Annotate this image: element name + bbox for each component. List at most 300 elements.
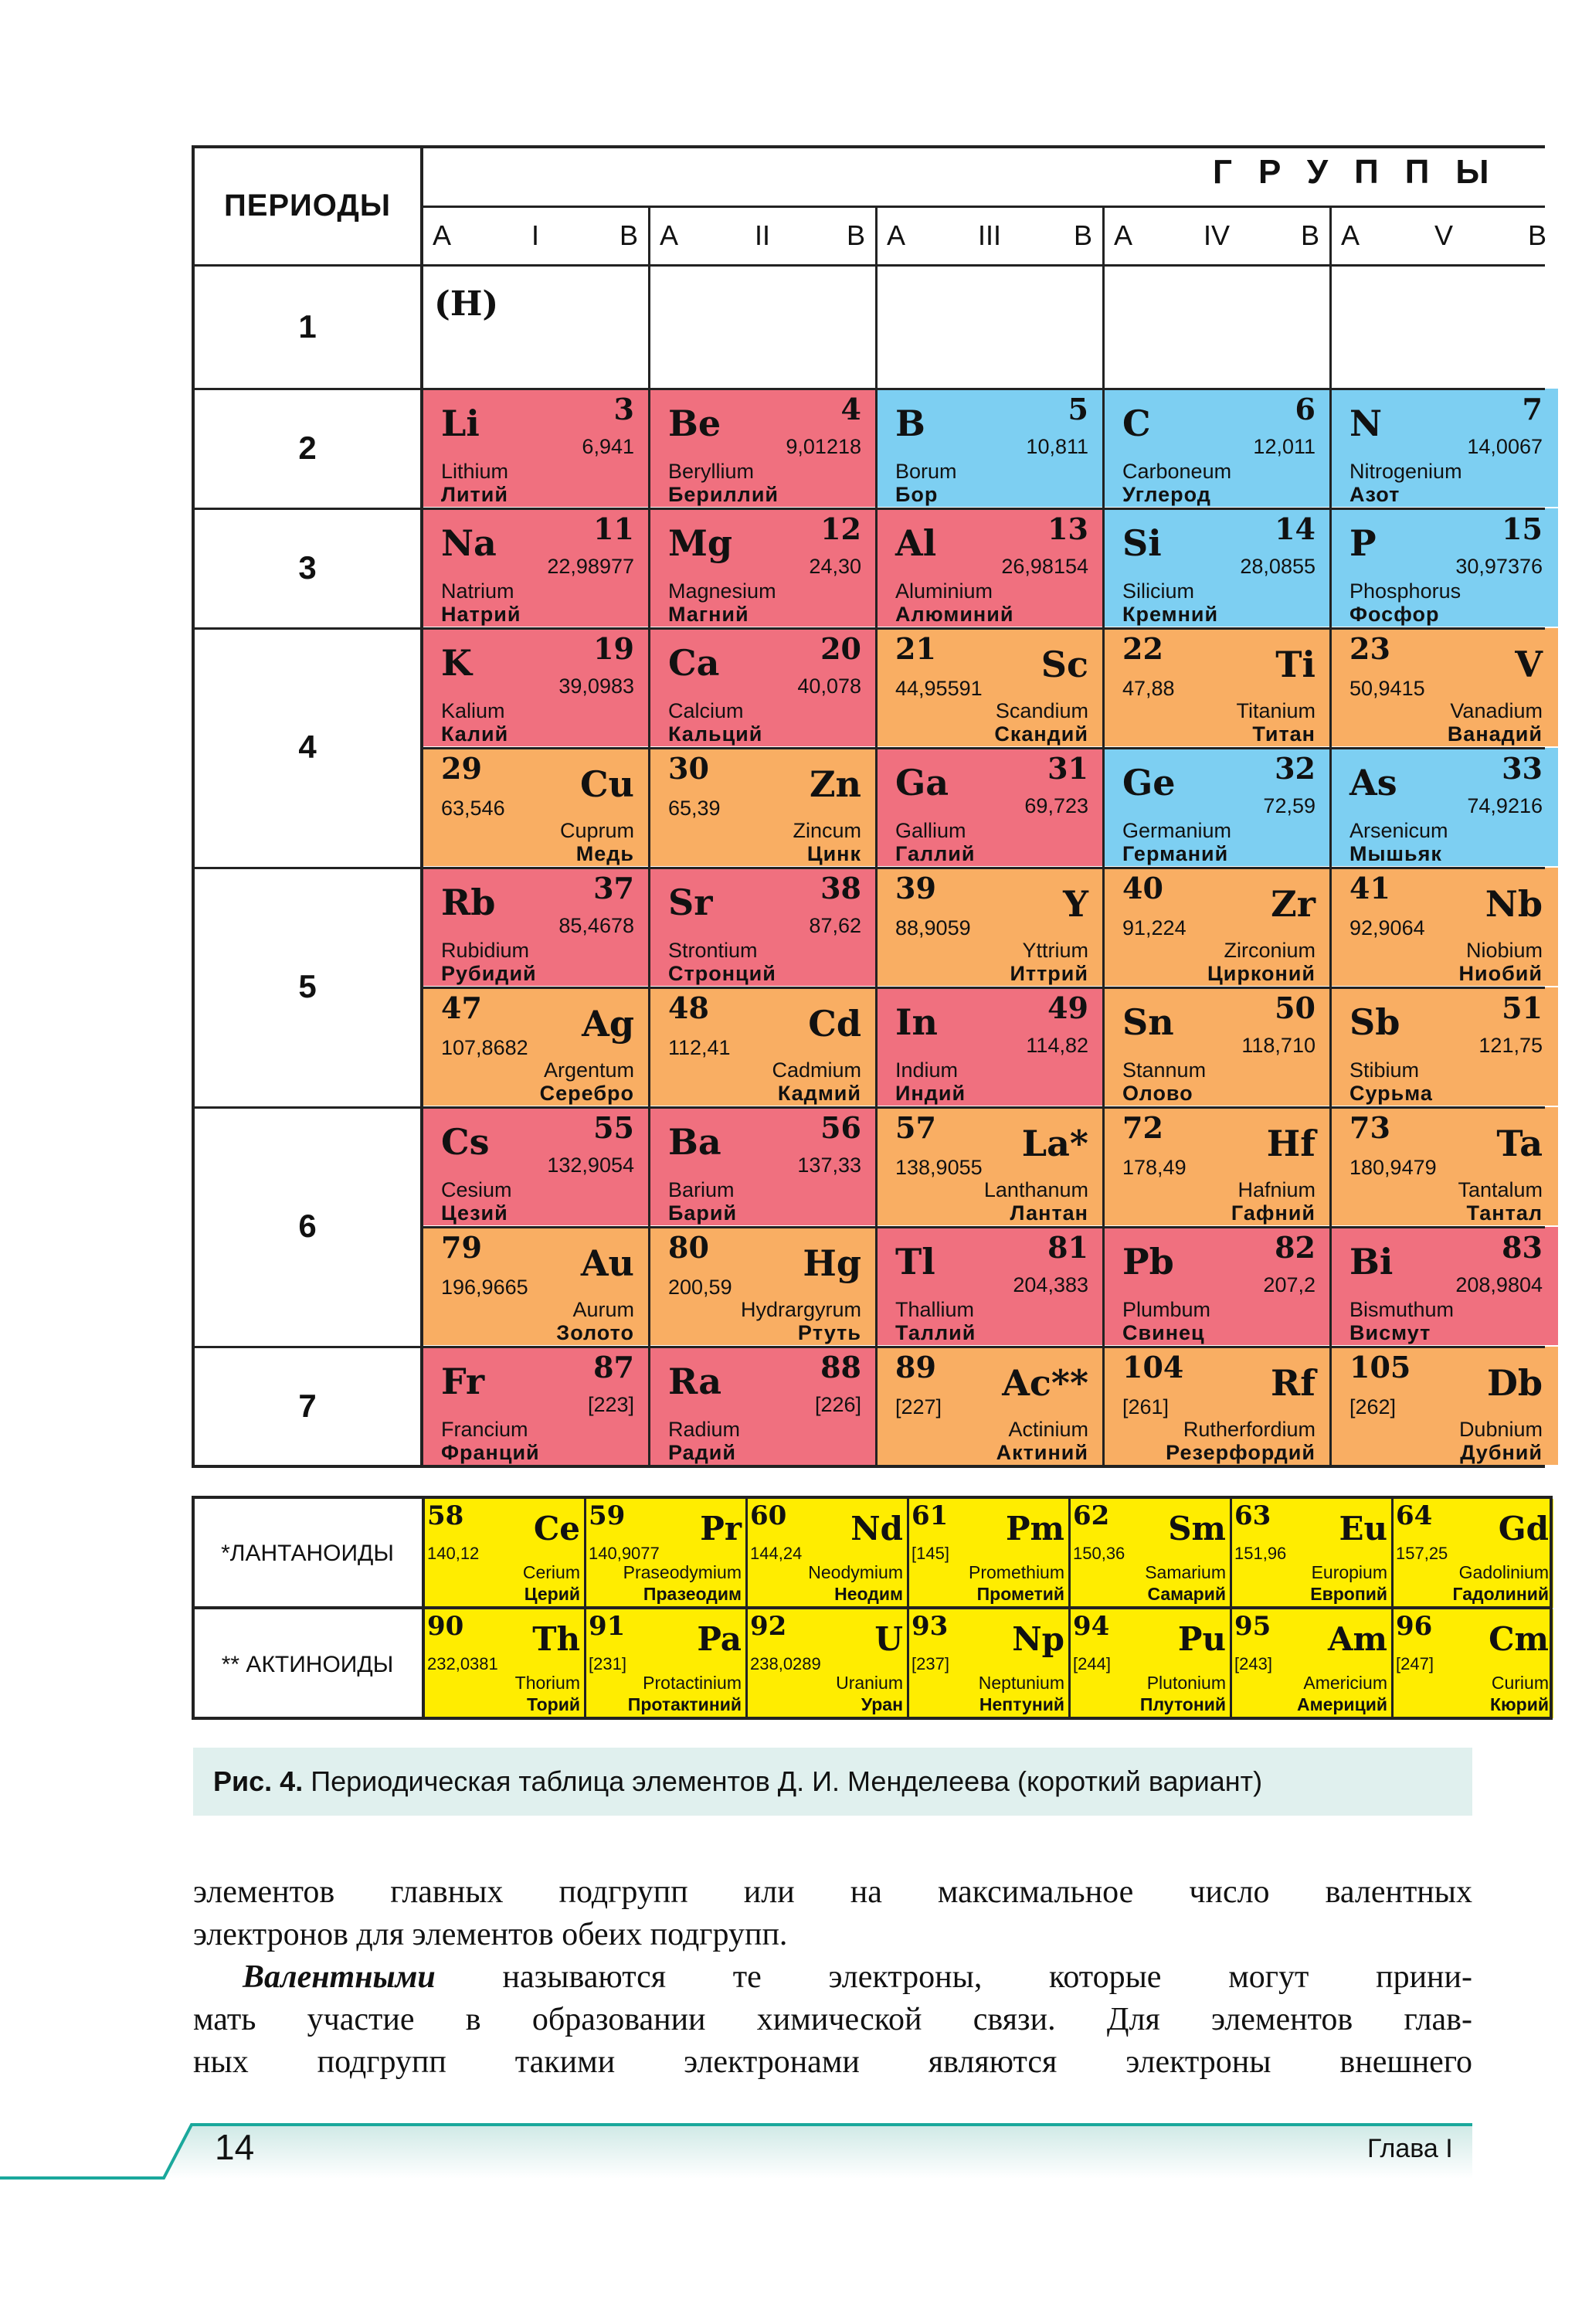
- latin-name: Magnesium: [668, 579, 776, 603]
- atomic-number: 47: [441, 990, 482, 1025]
- caption-text: Периодическая таблица элементов Д. И. Менделеева (короткий вариант): [311, 1765, 1263, 1797]
- element-cell: [423, 1347, 650, 1465]
- element-cell: [1331, 389, 1558, 507]
- latin-name: Cuprum: [559, 819, 634, 842]
- series-element-cell: [586, 1499, 746, 1608]
- latin-name: Samarium: [1145, 1562, 1226, 1582]
- russian-name: Мышьяк: [1349, 842, 1442, 865]
- russian-name: Европий: [1310, 1584, 1387, 1604]
- element-symbol: In: [895, 1001, 938, 1043]
- atomic-number: 90: [427, 1611, 464, 1642]
- latin-name: Yttrium: [1022, 939, 1088, 962]
- element-cell: [650, 1347, 877, 1465]
- russian-name: Германий: [1122, 842, 1229, 865]
- element-symbol: Pr: [700, 1510, 742, 1548]
- element-cell: [423, 1107, 650, 1225]
- latin-name: Indium: [895, 1058, 959, 1082]
- latin-name: Thallium: [895, 1298, 975, 1321]
- series-element-cell: [1393, 1499, 1553, 1608]
- atomic-mass: [145]: [912, 1544, 949, 1563]
- latin-name: Thorium: [514, 1673, 580, 1693]
- atomic-mass: [231]: [589, 1654, 626, 1673]
- russian-name: Ниобий: [1458, 962, 1543, 985]
- latin-name: Radium: [668, 1418, 741, 1441]
- element-symbol: Au: [580, 1242, 634, 1284]
- element-cell: [877, 389, 1104, 507]
- element-symbol: Pb: [1122, 1241, 1174, 1283]
- russian-name: Дубний: [1460, 1441, 1543, 1464]
- element-cell: [1104, 748, 1331, 866]
- russian-name: Сурьма: [1349, 1082, 1433, 1105]
- russian-name: Резерфордий: [1166, 1441, 1316, 1464]
- element-cell: [877, 1107, 1104, 1225]
- atomic-mass: 26,98154: [1001, 555, 1088, 578]
- grid-line: [1391, 1496, 1394, 1720]
- series-element-cell: [908, 1499, 1069, 1608]
- atomic-mass: 14,0067: [1467, 435, 1543, 458]
- atomic-mass: 87,62: [809, 914, 861, 937]
- atomic-mass: 151,96: [1234, 1544, 1287, 1563]
- element-symbol: Ba: [668, 1121, 721, 1163]
- latin-name: Strontium: [668, 939, 758, 962]
- atomic-mass: 9,01218: [786, 435, 861, 458]
- russian-name: Протактиний: [627, 1694, 742, 1714]
- element-symbol: Nb: [1485, 883, 1543, 925]
- russian-name: Плутоний: [1139, 1694, 1226, 1714]
- grid-line: [193, 1606, 1553, 1609]
- latin-name: Neodymium: [808, 1562, 903, 1582]
- group-subheader: [649, 207, 876, 264]
- atomic-mass: 208,9804: [1455, 1273, 1543, 1296]
- element-cell: [1331, 748, 1558, 866]
- element-cell: [1104, 868, 1331, 986]
- atomic-mass: [237]: [912, 1654, 949, 1673]
- series-element-cell: [424, 1499, 585, 1608]
- atomic-number: 82: [1275, 1230, 1316, 1265]
- atomic-number: 38: [820, 871, 861, 905]
- grid-line: [193, 1496, 1553, 1499]
- latin-name: Cadmium: [772, 1058, 861, 1082]
- latin-name: Plutonium: [1146, 1673, 1226, 1693]
- period-number: 1: [298, 308, 317, 345]
- element-symbol: Hg: [803, 1242, 861, 1284]
- russian-name: Гадолиний: [1452, 1584, 1549, 1604]
- atomic-number: 13: [1047, 511, 1088, 546]
- atomic-number: 62: [1073, 1500, 1110, 1531]
- atomic-number: 81: [1047, 1230, 1088, 1265]
- element-symbol: Ca: [668, 642, 720, 684]
- latin-name: Neptunium: [978, 1673, 1064, 1693]
- body-line-5: ных подгрупп такими электронами являются электроны внешнего: [193, 2044, 1472, 2080]
- element-symbol: C: [1122, 403, 1151, 444]
- latin-name: Kalium: [441, 699, 505, 722]
- element-symbol: Cu: [579, 763, 634, 805]
- latin-name: Plumbum: [1122, 1298, 1211, 1321]
- grid-line: [193, 145, 1545, 148]
- atomic-number: 32: [1275, 751, 1316, 786]
- latin-name: Lithium: [441, 460, 509, 483]
- latin-name: Natrium: [441, 579, 514, 603]
- atomic-mass: 28,0855: [1240, 555, 1316, 578]
- group-roman: IV: [1203, 219, 1230, 251]
- atomic-mass: 6,941: [582, 435, 634, 458]
- grid-line: [192, 145, 195, 1468]
- element-symbol: P: [1349, 522, 1377, 564]
- element-symbol: Gd: [1498, 1510, 1549, 1548]
- latin-name: Cerium: [522, 1562, 580, 1582]
- element-symbol: N: [1349, 403, 1383, 444]
- russian-name: Скандий: [994, 722, 1088, 746]
- latin-name: Vanadium: [1450, 699, 1543, 722]
- grid-line: [193, 1717, 1553, 1720]
- russian-name: Бор: [895, 483, 939, 506]
- grid-line: [422, 747, 1545, 749]
- russian-name: Церий: [524, 1584, 580, 1604]
- group-subheader: [422, 207, 649, 264]
- atomic-number: 12: [820, 511, 861, 546]
- series-element-cell: [1231, 1499, 1392, 1608]
- latin-name: Francium: [441, 1418, 528, 1441]
- element-symbol: As: [1349, 762, 1397, 804]
- element-cell: [650, 868, 877, 986]
- atomic-number: 80: [668, 1230, 709, 1265]
- latin-name: Niobium: [1465, 939, 1543, 962]
- russian-name: Кальций: [668, 722, 763, 746]
- russian-name: Углерод: [1122, 483, 1211, 506]
- element-symbol: Pm: [1005, 1510, 1064, 1548]
- element-symbol: Pa: [697, 1620, 742, 1658]
- element-cell: [1331, 508, 1558, 627]
- atomic-number: 19: [593, 631, 634, 666]
- element-cell: [423, 748, 650, 866]
- grid-line: [193, 264, 1545, 267]
- latin-name: Gadolinium: [1458, 1562, 1549, 1582]
- atomic-mass: 22,98977: [547, 555, 634, 578]
- element-symbol: Cm: [1489, 1620, 1549, 1658]
- atomic-number: 105: [1349, 1350, 1411, 1385]
- latin-name: Curium: [1491, 1673, 1549, 1693]
- subgroup-b: B: [1073, 219, 1092, 251]
- element-symbol: Si: [1122, 522, 1162, 564]
- latin-name: Nitrogenium: [1349, 460, 1462, 483]
- latin-name: Uranium: [836, 1673, 903, 1693]
- atomic-number: 87: [593, 1350, 634, 1385]
- atomic-number: 55: [593, 1110, 634, 1145]
- element-cell: [1331, 987, 1558, 1106]
- grid-line: [193, 1346, 1545, 1348]
- element-cell: [1331, 628, 1558, 746]
- grid-line: [193, 867, 1545, 869]
- atomic-mass: [247]: [1396, 1654, 1434, 1673]
- body-line-1: элементов главных подгрупп или на максимальное число валентных: [193, 1874, 1472, 1910]
- atomic-mass: 180,9479: [1349, 1156, 1437, 1179]
- group-roman: II: [754, 219, 770, 251]
- atomic-mass: [261]: [1122, 1395, 1170, 1419]
- element-symbol: Y: [1063, 883, 1088, 925]
- atomic-mass: [243]: [1234, 1654, 1272, 1673]
- latin-name: Rutherfordium: [1183, 1418, 1316, 1441]
- period-number: 6: [298, 1208, 317, 1244]
- series-element-cell: [747, 1609, 908, 1718]
- element-cell: [423, 628, 650, 746]
- atomic-mass: 74,9216: [1467, 794, 1543, 817]
- element-symbol: Db: [1486, 1362, 1543, 1404]
- atomic-number: 79: [441, 1230, 482, 1265]
- grid-line: [1230, 1496, 1232, 1720]
- element-cell: [423, 389, 650, 507]
- atomic-number: 63: [1234, 1500, 1271, 1531]
- atomic-number: 64: [1396, 1500, 1433, 1531]
- subgroup-a: A: [1114, 219, 1133, 251]
- element-symbol: K: [441, 642, 472, 684]
- atomic-mass: [223]: [587, 1393, 634, 1416]
- atomic-number: 72: [1122, 1110, 1163, 1145]
- grid-line: [907, 1496, 909, 1720]
- body-line-3: Валентными называются те электроны, которые могут прини-: [243, 1959, 1472, 1995]
- subgroup-b: B: [1527, 219, 1546, 251]
- latin-name: Praseodymium: [623, 1562, 742, 1582]
- atomic-number: 4: [840, 392, 861, 426]
- atomic-mass: 196,9665: [441, 1276, 528, 1299]
- atomic-mass: 112,41: [668, 1036, 731, 1059]
- element-cell: [423, 1227, 650, 1345]
- atomic-number: 59: [589, 1500, 626, 1531]
- atomic-number: 91: [589, 1611, 626, 1642]
- russian-name: Кюрий: [1489, 1694, 1549, 1714]
- atomic-mass: 238,0289: [750, 1654, 821, 1673]
- atomic-mass: 132,9054: [547, 1154, 634, 1177]
- latin-name: Argentum: [543, 1058, 634, 1082]
- grid-line: [422, 1496, 425, 1720]
- russian-name: Кремний: [1122, 603, 1219, 626]
- atomic-mass: 44,95591: [895, 677, 983, 700]
- element-cell: [1104, 1347, 1331, 1465]
- atomic-number: 11: [593, 511, 634, 546]
- grid-line: [193, 388, 1545, 390]
- element-cell: [877, 1227, 1104, 1345]
- latin-name: Gallium: [895, 819, 966, 842]
- grid-line: [1329, 206, 1332, 1468]
- grid-line: [193, 1106, 1545, 1109]
- subgroup-b: B: [846, 219, 865, 251]
- grid-line: [745, 1496, 748, 1720]
- atomic-number: 29: [441, 751, 482, 786]
- element-symbol: Th: [532, 1620, 580, 1658]
- atomic-number: 104: [1122, 1350, 1184, 1385]
- grid-line: [192, 1496, 195, 1720]
- latin-name: Aluminium: [895, 579, 993, 603]
- latin-name: Borum: [895, 460, 957, 483]
- atomic-mass: 12,011: [1253, 435, 1316, 458]
- atomic-number: 88: [820, 1350, 861, 1385]
- element-symbol: Am: [1327, 1620, 1387, 1658]
- element-cell: [877, 628, 1104, 746]
- element-symbol: Na: [441, 522, 497, 564]
- russian-name: Гафний: [1231, 1201, 1316, 1225]
- element-symbol: Li: [441, 403, 480, 444]
- actinides-label: ** АКТИНОИДЫ: [221, 1651, 394, 1677]
- atomic-number: 96: [1396, 1611, 1433, 1642]
- element-cell: [1331, 1107, 1558, 1225]
- atomic-number: 94: [1073, 1611, 1110, 1642]
- russian-name: Празеодим: [643, 1584, 742, 1604]
- atomic-number: 5: [1068, 392, 1088, 426]
- period-number: 3: [298, 549, 317, 586]
- russian-name: Цезий: [441, 1201, 508, 1225]
- element-symbol: Sc: [1041, 644, 1088, 685]
- russian-name: Торий: [527, 1694, 580, 1714]
- atomic-mass: 121,75: [1478, 1034, 1543, 1057]
- russian-name: Ртуть: [797, 1321, 861, 1344]
- element-cell: [877, 1347, 1104, 1465]
- atomic-number: 23: [1349, 631, 1390, 666]
- grid-line: [422, 1226, 1545, 1228]
- series-element-cell: [1393, 1609, 1553, 1718]
- atomic-number: 14: [1275, 511, 1316, 546]
- element-cell: [650, 748, 877, 866]
- atomic-mass: 40,078: [797, 674, 861, 698]
- latin-name: Dubnium: [1458, 1418, 1543, 1441]
- russian-name: Серебро: [539, 1082, 634, 1105]
- atomic-mass: 50,9415: [1349, 677, 1425, 700]
- figure-caption: [193, 1748, 1472, 1816]
- element-cell: [423, 868, 650, 986]
- subgroup-b: B: [1300, 219, 1319, 251]
- element-symbol: Bi: [1349, 1241, 1394, 1283]
- atomic-mass: 138,9055: [895, 1156, 983, 1179]
- grid-line: [1068, 1496, 1071, 1720]
- atomic-mass: 72,59: [1263, 794, 1316, 817]
- period-number: 5: [298, 968, 317, 1004]
- russian-name: Свинец: [1122, 1321, 1205, 1344]
- grid-line: [422, 987, 1545, 989]
- atomic-number: 33: [1502, 751, 1543, 786]
- group-roman: I: [531, 219, 539, 251]
- atomic-mass: 140,12: [427, 1544, 480, 1563]
- atomic-mass: 88,9059: [895, 916, 971, 939]
- latin-name: Lanthanum: [983, 1178, 1088, 1201]
- russian-name: Фосфор: [1349, 603, 1440, 626]
- latin-name: Americium: [1303, 1673, 1387, 1693]
- element-cell: [877, 508, 1104, 627]
- periods-header: ПЕРИОДЫ: [223, 188, 392, 223]
- atomic-mass: 150,36: [1073, 1544, 1125, 1563]
- atomic-mass: 47,88: [1122, 677, 1175, 700]
- russian-name: Магний: [668, 603, 749, 626]
- element-symbol: Sn: [1122, 1001, 1174, 1043]
- latin-name: Scandium: [995, 699, 1088, 722]
- atomic-number: 49: [1047, 990, 1088, 1025]
- subgroup-b: B: [619, 219, 638, 251]
- russian-name: Азот: [1349, 483, 1400, 506]
- element-symbol: U: [874, 1620, 903, 1658]
- element-cell: [1104, 1107, 1331, 1225]
- element-symbol: Nd: [850, 1510, 903, 1548]
- element-cell: [1104, 987, 1331, 1106]
- element-symbol: Ra: [668, 1361, 722, 1402]
- atomic-mass: 200,59: [668, 1276, 732, 1299]
- latin-name: Bismuthum: [1349, 1298, 1455, 1321]
- atomic-mass: 65,39: [668, 797, 721, 820]
- atomic-number: 41: [1349, 871, 1390, 905]
- latin-name: Zincum: [793, 819, 861, 842]
- atomic-number: 15: [1502, 511, 1543, 546]
- element-symbol: Eu: [1339, 1510, 1387, 1548]
- russian-name: Титан: [1252, 722, 1316, 746]
- russian-name: Бериллий: [668, 483, 779, 506]
- element-symbol: Ce: [533, 1510, 580, 1548]
- hydrogen-cell: (H): [434, 284, 499, 324]
- element-symbol: Al: [895, 522, 937, 564]
- latin-name: Tantalum: [1458, 1178, 1543, 1201]
- latin-name: Carboneum: [1122, 460, 1232, 483]
- latin-name: Beryllium: [668, 460, 755, 483]
- latin-name: Aurum: [572, 1298, 634, 1321]
- russian-name: Индий: [895, 1082, 966, 1105]
- russian-name: Олово: [1122, 1082, 1193, 1105]
- latin-name: Hafnium: [1237, 1178, 1316, 1201]
- atomic-mass: 85,4678: [558, 914, 634, 937]
- atomic-mass: 91,224: [1122, 916, 1186, 939]
- atomic-number: 89: [895, 1350, 936, 1385]
- atomic-number: 73: [1349, 1110, 1390, 1145]
- grid-line: [422, 206, 1545, 208]
- caption-label: Рис. 4.: [213, 1765, 304, 1797]
- element-symbol: Zn: [809, 763, 861, 805]
- russian-name: Барий: [668, 1201, 738, 1225]
- russian-name: Алюминий: [895, 603, 1014, 626]
- atomic-mass: 114,82: [1026, 1034, 1088, 1057]
- series-element-cell: [1231, 1609, 1392, 1718]
- element-cell: [650, 508, 877, 627]
- group-subheader: [1103, 207, 1330, 264]
- element-cell: [1104, 1227, 1331, 1345]
- russian-name: Иттрий: [1010, 962, 1088, 985]
- atomic-mass: 24,30: [809, 555, 861, 578]
- atomic-mass: 232,0381: [427, 1654, 498, 1673]
- atomic-mass: [244]: [1073, 1654, 1111, 1673]
- russian-name: Нептуний: [979, 1694, 1064, 1714]
- element-symbol: Ga: [895, 762, 949, 804]
- russian-name: Висмут: [1349, 1321, 1431, 1344]
- russian-name: Стронций: [668, 962, 776, 985]
- element-cell: [877, 748, 1104, 866]
- grid-line: [193, 1465, 1545, 1468]
- element-symbol: Be: [668, 403, 721, 444]
- period-number: 7: [298, 1387, 317, 1424]
- russian-name: Цирконий: [1207, 962, 1316, 985]
- element-symbol: Ta: [1496, 1123, 1543, 1164]
- element-cell: [650, 628, 877, 746]
- element-symbol: V: [1515, 644, 1543, 685]
- russian-name: Рубидий: [441, 962, 537, 985]
- groups-header: ГРУППЫ: [1213, 153, 1516, 191]
- atomic-number: 37: [593, 871, 634, 905]
- atomic-mass: 39,0983: [558, 674, 634, 698]
- atomic-mass: 157,25: [1396, 1544, 1448, 1563]
- latin-name: Rubidium: [441, 939, 530, 962]
- element-cell: [650, 1227, 877, 1345]
- russian-name: Прометий: [976, 1584, 1064, 1604]
- atomic-number: 93: [912, 1611, 949, 1642]
- grid-line: [193, 508, 1545, 510]
- subgroup-a: A: [887, 219, 906, 251]
- element-cell: [1331, 868, 1558, 986]
- element-symbol: Cd: [808, 1003, 861, 1045]
- russian-name: Золото: [556, 1321, 634, 1344]
- latin-name: Promethium: [969, 1562, 1064, 1582]
- atomic-mass: [262]: [1349, 1395, 1397, 1419]
